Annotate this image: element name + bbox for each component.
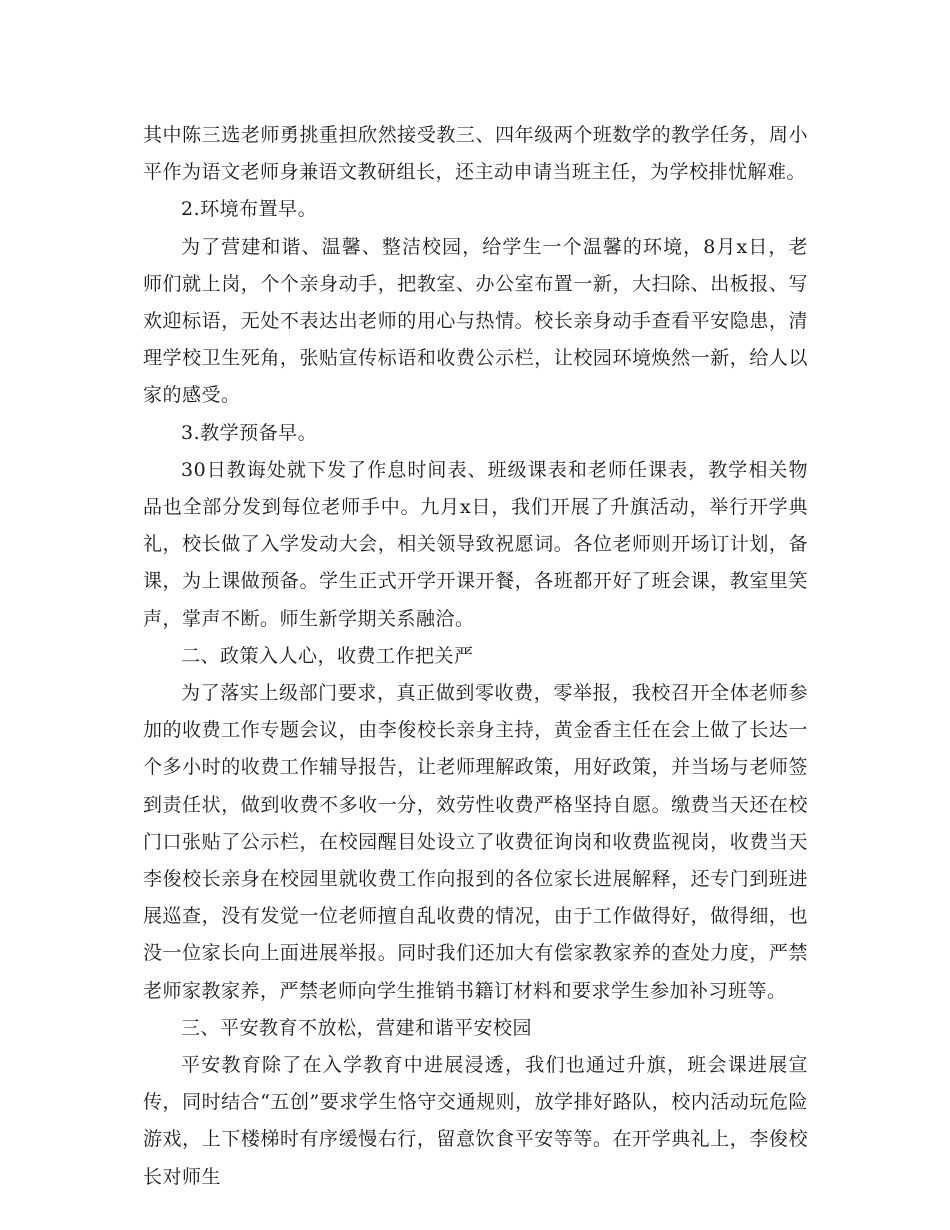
paragraph-fees: 为了落实上级部门要求，真正做到零收费，零举报，我校召开全体老师参加的收费工作专题会议，由李俊校长亲身主持，黄金香主任在会上做了长达一个多小时的收费工作辅导报告，让老师理解政策，用好政策，并当场与老师签到责任状，做到收费不多收一分，效劳性收费严格坚持自愿。缴费当天还在校门口张贴了公示栏，在校园醒目处设立了收费征询岗和收费监视岗，收费当天李俊校长亲身在校园里就收费工作向报到的各位家长进展解释，还专门到班进展巡查，没有发觉一位老师擅自乱收费的情况，由于工作做得好，做得细，也没一位家长向上面进展举报。同时我们还加大有偿家教家养的查处力度，严禁老师家教家养，严禁老师向学生推销书籍订材料和要求学生参加补习班等。 — [143, 682, 808, 1002]
section-heading-fees: 二、政策入人心，收费工作把关严 — [181, 644, 474, 667]
document-body — [143, 117, 808, 1196]
paragraph-continued: 其中陈三选老师勇挑重担欣然接受教三、四年级两个班数学的教学任务，周小平作为语文老师身兼语文教研组长，还主动申请当班主任，为学校排忧解难。 — [143, 124, 808, 184]
section-heading-safety: 三、平安教育不放松，营建和谐平安校园 — [181, 1016, 533, 1039]
paragraph-teaching-prep: 30日教诲处就下发了作息时间表、班级课表和老师任课表，教学相关物品也全部分发到每位老师手中。九月x日，我们开展了升旗活动，举行开学典礼，校长做了入学发动大会，相关领导致祝愿词。各位老师则开场订计划，备课，为上课做预备。学生正式开学开课开餐，各班都开好了班会课，教室里笑声，掌声不断。师生新学期关系融洽。 — [143, 458, 808, 630]
paragraph-environment: 为了营建和谐、温馨、整洁校园，给学生一个温馨的环境，8月x日，老师们就上岗，个个亲身动手，把教室、办公室布置一新，大扫除、出板报、写欢迎标语，无处不表达出老师的用心与热情。校长亲身动手查看平安隐患，清理学校卫生死角，张贴宣传标语和收费公示栏，让校园环境焕然一新，给人以家的感受。 — [143, 235, 808, 407]
subheading-teaching-prep: 3.教学预备早。 — [181, 421, 318, 444]
subheading-environment: 2.环境布置早。 — [181, 198, 318, 221]
paragraph-safety: 平安教育除了在入学教育中进展浸透，我们也通过升旗，班会课进展宣传，同时结合“五创”要求学生恪守交通规则，放学排好路队，校内活动玩危险游戏，上下楼梯时有序缓慢右行，留意饮食平安等等。在开学典礼上，李俊校长对师生 — [143, 1054, 808, 1188]
